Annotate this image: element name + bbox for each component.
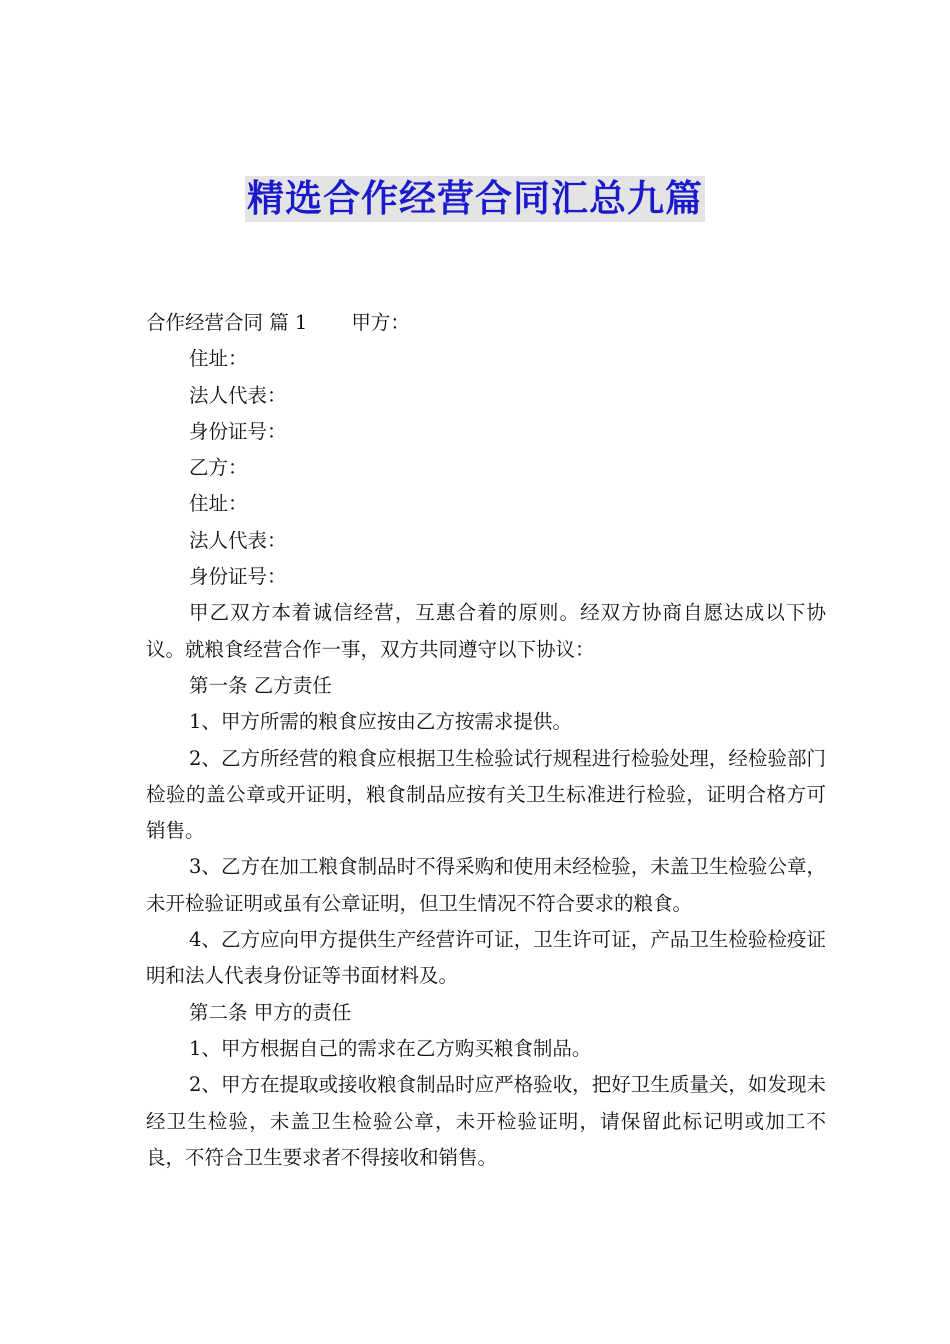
party-a-label: 甲方： bbox=[351, 311, 410, 334]
clause-1-1: 1、甲方所需的粮食应按由乙方按需求提供。 bbox=[189, 710, 572, 734]
article-heading-1: 第一条 乙方责任 bbox=[189, 673, 332, 697]
title-container bbox=[0, 176, 950, 222]
document-body bbox=[146, 305, 826, 1176]
section-heading: 合作经营合同 篇 1 bbox=[146, 311, 308, 334]
clause-1-3: 3、乙方在加工粮食制品时不得采购和使用未经检验，未盖卫生检验公章，未开检验证明或虽有公章证明，但卫生情况不符合要求的粮食。 bbox=[146, 855, 826, 915]
party-b-label: 乙方： bbox=[189, 456, 248, 480]
field-id-number-b: 身份证号： bbox=[189, 565, 287, 589]
field-address-a: 住址： bbox=[189, 347, 248, 371]
clause-2-2: 2、甲方在提取或接收粮食制品时应严格验收，把好卫生质量关，如发现未经卫生检验，未盖卫生检验公章，未开检验证明，请保留此标记明或加工不良，不符合卫生要求者不得接收和销售。 bbox=[146, 1073, 826, 1169]
field-id-number-a: 身份证号： bbox=[189, 419, 287, 443]
field-legal-rep-a: 法人代表： bbox=[189, 383, 287, 407]
clause-1-2: 2、乙方所经营的粮食应根据卫生检验试行规程进行检验处理，经检验部门检验的盖公章或开证明，粮食制品应按有关卫生标准进行检验，证明合格方可销售。 bbox=[146, 746, 826, 843]
field-legal-rep-b: 法人代表： bbox=[189, 528, 287, 552]
field-address-b: 住址： bbox=[189, 492, 248, 516]
intro-line bbox=[146, 305, 826, 341]
clause-1-4: 4、乙方应向甲方提供生产经营许可证，卫生许可证，产品卫生检验检疫证明和法人代表身份证等书面材料及。 bbox=[146, 928, 826, 988]
document-title: 精选合作经营合同汇总九篇 bbox=[247, 177, 703, 220]
article-heading-2: 第二条 甲方的责任 bbox=[189, 1000, 352, 1024]
clause-2-1: 1、甲方根据自己的需求在乙方购买粮食制品。 bbox=[189, 1036, 592, 1060]
paragraph-preamble: 甲乙双方本着诚信经营，互惠合着的原则。经双方协商自愿达成以下协议。就粮食经营合作一事，双方共同遵守以下协议： bbox=[146, 601, 826, 661]
